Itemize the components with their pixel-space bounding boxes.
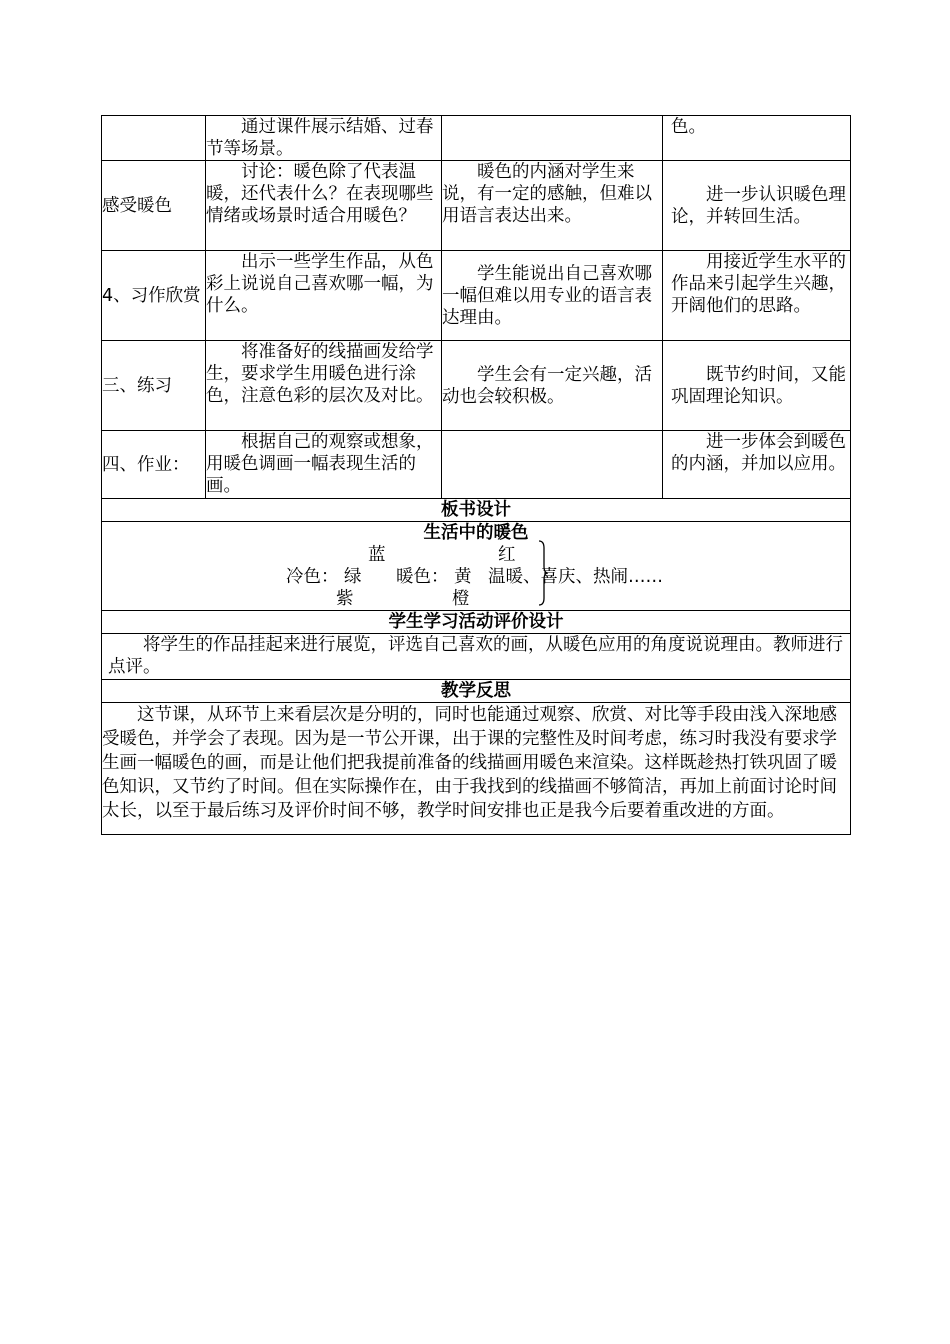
stage-cell: [102, 116, 206, 161]
reflection-heading-row: [102, 680, 851, 703]
activity-cell: 将准备好的线描画发给学生，要求学生用暖色进行涂色，注意色彩的层次及对比。: [206, 341, 442, 431]
activity-cell: 出示一些学生作品，从色彩上说说自己喜欢哪一幅，为什么。: [206, 251, 442, 341]
activity-cell: 讨论：暖色除了代表温暖，还代表什么？在表现哪些情绪或场景时适合用暖色？: [206, 161, 442, 251]
board-heading-row: [102, 499, 851, 522]
intent-cell: 进一步认识暖色理论，并转回生活。: [663, 161, 851, 251]
evaluation-text: 将学生的作品挂起来进行展览，评选自己喜欢的画，从暖色应用的角度说说理由。教师进行点评。: [102, 634, 851, 680]
board-content-row: [102, 522, 851, 611]
lesson-plan-table: [101, 115, 851, 835]
cold-color-purple: 紫: [336, 589, 354, 609]
warm-color-orange: 橙: [452, 589, 470, 609]
stage-cell: 四、作业：: [102, 431, 206, 499]
reflection-heading: 教学反思: [102, 680, 851, 703]
board-diagram: [102, 522, 850, 610]
student-cell: 学生会有一定兴趣，活动也会较积极。: [442, 341, 663, 431]
board-content-cell: [102, 522, 851, 611]
board-title: 生活中的暖色: [423, 523, 529, 543]
stage-cell: 三、练习: [102, 341, 206, 431]
board-heading: 板书设计: [102, 499, 851, 522]
evaluation-heading: 学生学习活动评价设计: [102, 611, 851, 634]
cold-label: 冷色：: [286, 567, 339, 587]
stage-cell: 感受暖色: [102, 161, 206, 251]
intent-cell: 既节约时间，又能巩固理论知识。: [663, 341, 851, 431]
cold-color-green: 绿: [344, 567, 362, 587]
student-cell: 暖色的内涵对学生来说，有一定的感触，但难以用语言表达出来。: [442, 161, 663, 251]
lesson-plan-page: [101, 115, 850, 835]
stage-cell: 4、习作欣赏: [102, 251, 206, 341]
evaluation-heading-row: [102, 611, 851, 634]
table-row: [102, 116, 851, 161]
activity-cell: 通过课件展示结婚、过春节等场景。: [206, 116, 442, 161]
intent-cell: 用接近学生水平的作品来引起学生兴趣，开阔他们的思路。: [663, 251, 851, 341]
warm-label: 暖色：: [396, 567, 449, 587]
intent-cell: 进一步体会到暖色的内涵，并加以应用。: [663, 431, 851, 499]
table-row: [102, 341, 851, 431]
cold-color-blue: 蓝: [368, 545, 386, 565]
intent-cell: 色。: [663, 116, 851, 161]
warm-color-yellow: 黄: [454, 567, 472, 587]
activity-cell: 根据自己的观察或想象，用暖色调画一幅表现生活的画。: [206, 431, 442, 499]
evaluation-content-row: [102, 634, 851, 680]
reflection-text: 这节课，从环节上来看层次是分明的，同时也能通过观察、欣赏、对比等手段由浅入深地感受暖色，并学会了表现。因为是一节公开课，出于课的完整性及时间考虑，练习时我没有要求学生画一幅暖色的画，而是让他们把我提前准备的线描画用暖色来渲染。这样既趁热打铁巩固了暖色知识，又节约了时间。但在实际操作在，由于我找到的线描画不够简洁，再加上前面讨论时间太长，以至于最后练习及评价时间不够，教学时间安排也正是我今后要着重改进的方面。: [102, 703, 851, 835]
reflection-content-row: [102, 703, 851, 835]
student-cell: 学生能说出自己喜欢哪一幅但难以用专业的语言表达理由。: [442, 251, 663, 341]
student-cell: [442, 116, 663, 161]
table-row: [102, 161, 851, 251]
table-row: [102, 431, 851, 499]
student-cell: [442, 431, 663, 499]
warm-meaning: 温暖、喜庆、热闹……: [488, 567, 663, 587]
warm-color-red: 红: [498, 545, 516, 565]
table-row: [102, 251, 851, 341]
